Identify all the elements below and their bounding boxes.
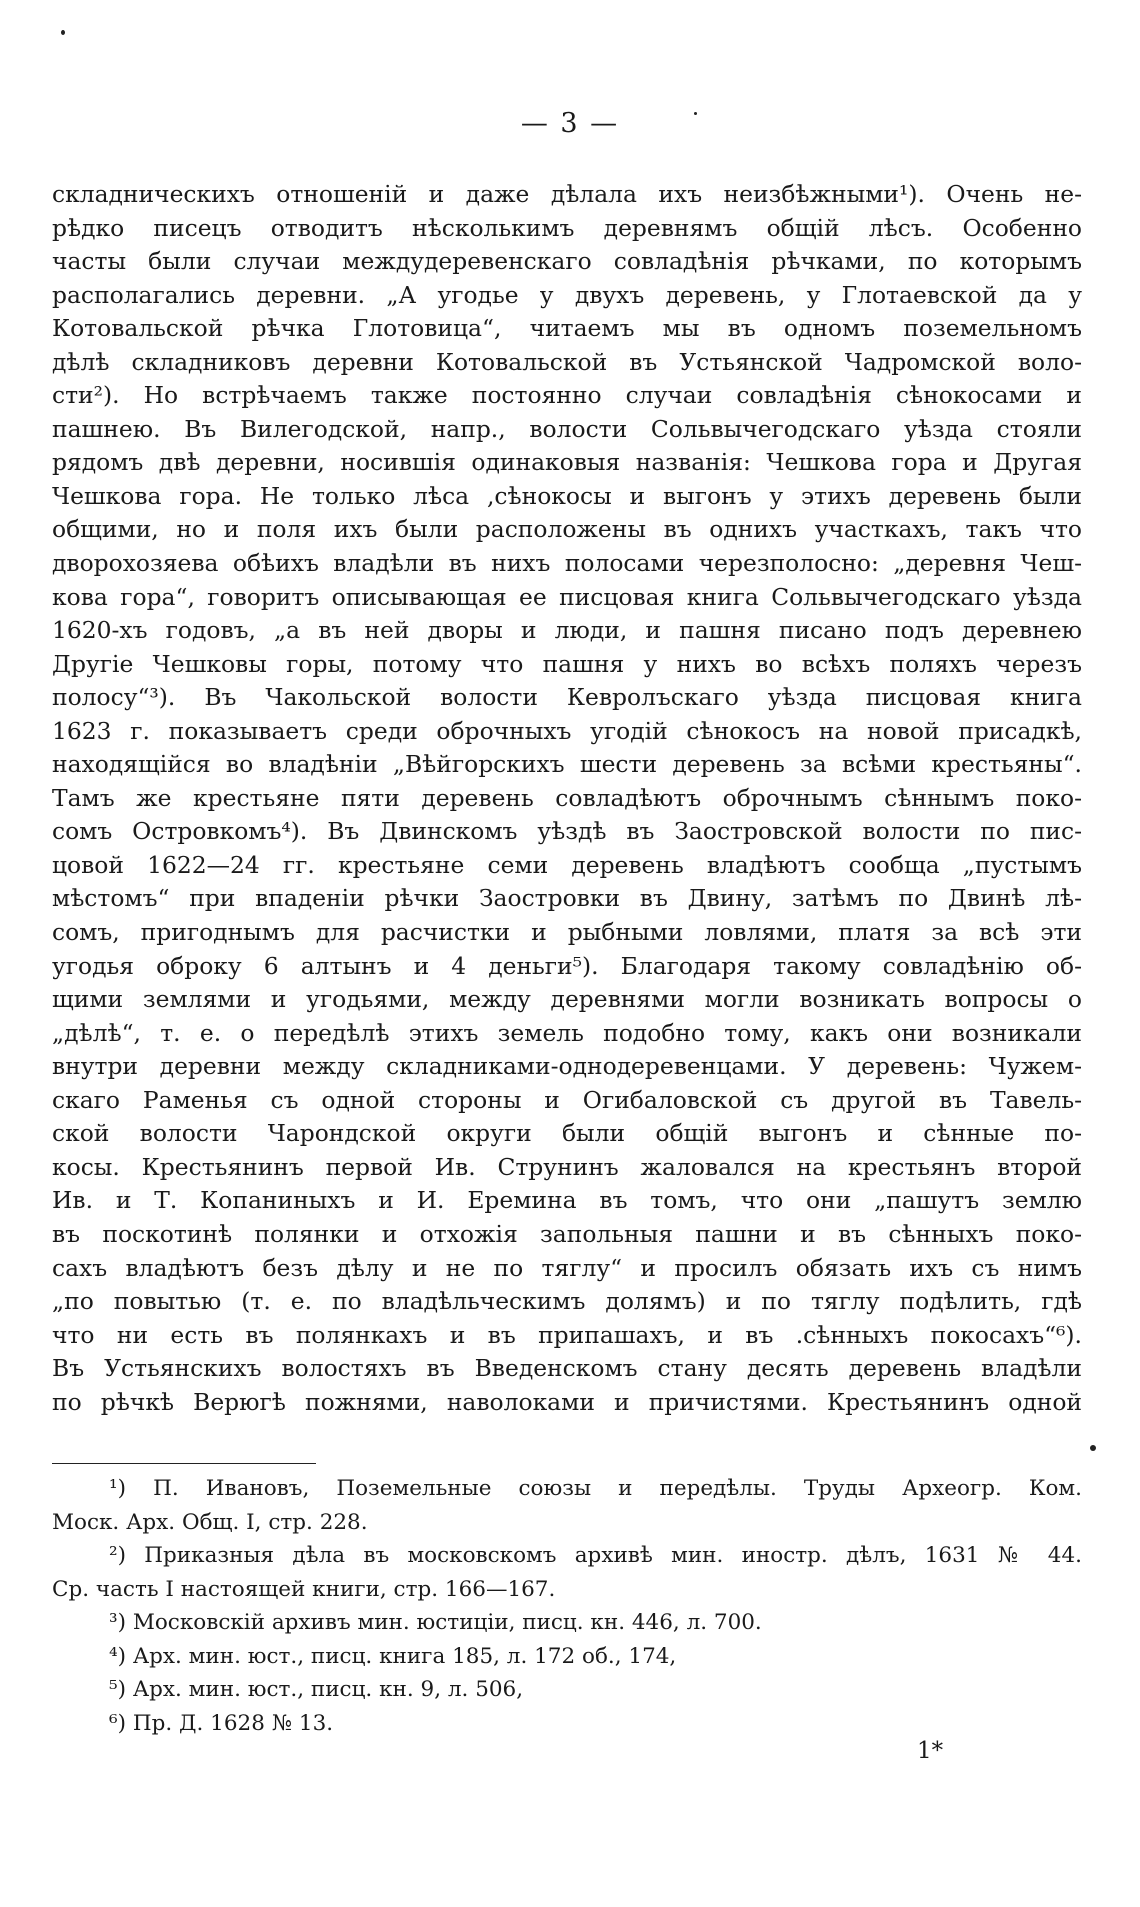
text-line: часты были случаи междудеревенскаго совладѣнiя рѣчками, по которымъ	[52, 247, 1082, 276]
text-line: сомъ, пригоднымъ для расчистки и рыбными ловлями, платя за всѣ эти	[52, 918, 1082, 947]
text-line: мѣстомъ“ при впаденiи рѣчки Заостровки въ Двину, затѣмъ по Двинѣ лѣ-	[52, 884, 1082, 913]
text-line: Чешкова гора. Не только лѣса ,сѣнокосы и выгонъ у этихъ деревень были	[52, 481, 1082, 510]
footnote-line: Ср. часть I настоящей книги, стр. 166—167.	[52, 1576, 556, 1602]
text-line: полосу“³). Въ Чакольской волости Кевролъскаго уѣзда писцовая книга	[52, 683, 1082, 712]
text-line: угодья оброку 6 алтынъ и 4 деньги⁵). Благодаря такому совладѣнiю об-	[52, 951, 1082, 980]
text-line: дворохозяева обѣихъ владѣли въ нихъ полосами черезполосно: „деревня Чеш-	[52, 549, 1082, 578]
text-line: складническихъ отношенiй и даже дѣлала ихъ неизбѣжными¹). Очень не-	[52, 180, 1082, 208]
text-line: „дѣлѣ“, т. е. о передѣлѣ этихъ земель подобно тому, какъ они возникали	[52, 1018, 1082, 1047]
ink-speck	[61, 30, 65, 35]
text-line: общими, но и поля ихъ были расположены въ однихъ участкахъ, такъ что	[52, 515, 1082, 544]
text-line: дѣлѣ складниковъ деревни Котовальской въ Устьянской Чадромской воло-	[52, 347, 1082, 376]
text-line: 1623 г. показываетъ среди оброчныхъ угодiй сѣнокосъ на новой присадкѣ,	[52, 716, 1082, 745]
text-line: сомъ Островкомъ⁴). Въ Двинскомъ уѣздѣ въ Заостровской волости по пис-	[52, 817, 1082, 846]
text-line: сахъ владѣютъ безъ дѣлу и не по тяглу“ и просилъ обязать ихъ съ нимъ	[52, 1253, 1082, 1282]
footnotes	[52, 1472, 1082, 1740]
footnote-line: ⁴) Арх. мин. юст., писц. книга 185, л. 172 об., 174,	[109, 1643, 677, 1669]
text-line: располагались деревни. „А угодье у двухъ деревень, у Глотаевской да у	[52, 280, 1082, 309]
text-line: „по повытью (т. е. по владѣльческимъ долямъ) и по тяглу подѣлить, гдѣ	[52, 1287, 1082, 1316]
text-line: находящiйся во владѣнiи „Вѣйгорскихъ шести деревень за всѣми крестьяны“.	[52, 750, 1082, 779]
text-line: косы. Крестьянинъ первой Ив. Струнинъ жаловался на крестьянъ второй	[52, 1152, 1082, 1181]
footnote-line: ⁵) Арх. мин. юст., писц. кн. 9, л. 506,	[109, 1677, 524, 1702]
text-line: Котовальской рѣчка Глотовица“, читаемъ мы въ одномъ поземельномъ	[52, 314, 1082, 343]
text-line: 1620-хъ годовъ, „а въ ней дворы и люди, и пашня писано подъ деревнею	[52, 616, 1082, 645]
ink-speck	[1090, 1445, 1096, 1451]
footnote-line: Моск. Арх. Общ. I, стр. 228.	[52, 1509, 368, 1535]
signature-mark: 1*	[917, 1738, 944, 1764]
text-line: цовой 1622—24 гг. крестьяне семи деревень владѣютъ сообща „пустымъ	[52, 850, 1082, 879]
footnote-line: ³) Московскiй архивъ мин. юстицiи, писц. кн. 446, л. 700.	[109, 1610, 762, 1635]
footnote-line: ¹) П. Ивановъ, Поземельные союзы и передѣлы. Труды Археогр. Ком.	[109, 1476, 1082, 1501]
text-line: рядомъ двѣ деревни, носившiя одинаковыя названiя: Чешкова гора и Другая	[52, 448, 1082, 477]
text-line: сти²). Но встрѣчаемъ также постоянно случаи совладѣнiя сѣнокосами и	[52, 381, 1082, 410]
text-line: рѣдко писецъ отводитъ нѣсколькимъ деревнямъ общiй лѣсъ. Особенно	[52, 213, 1082, 242]
text-line: въ поскотинѣ полянки и отхожiя запольныя пашни и въ сѣнныхъ поко-	[52, 1219, 1082, 1248]
main-text	[52, 178, 1082, 1419]
ink-speck	[694, 112, 697, 115]
text-line: скаго Раменья съ одной стороны и Огибаловской съ другой въ Тавель-	[52, 1085, 1082, 1114]
text-line: ской волости Чарондской округи были общiй выгонъ и сѣнные по-	[52, 1119, 1082, 1148]
footnote-divider	[52, 1463, 316, 1464]
text-line: щими землями и угодьями, между деревнями могли возникать вопросы о	[52, 985, 1082, 1014]
text-line: по рѣчкѣ Верюгѣ пожнями, наволоками и причистями. Крестьянинъ одной	[52, 1387, 1082, 1416]
text-line: кова гора“, говоритъ описывающая ее писцовая книга Сольвычегодскаго уѣзда	[52, 582, 1082, 611]
text-line: внутри деревни между складниками-однодеревенцами. У деревень: Чужем-	[52, 1052, 1082, 1081]
text-line: что ни есть въ полянкахъ и въ припашахъ, и въ .сѣнныхъ покосахъ“⁶).	[52, 1320, 1082, 1349]
text-line: Ив. и Т. Копаниныхъ и И. Еремина въ томъ, что они „пашутъ землю	[52, 1186, 1082, 1215]
footnote-line: ²) Приказныя дѣла въ московскомъ архивѣ мин. иностр. дѣлъ, 1631 № 44.	[109, 1543, 1082, 1568]
footnote-line: ⁶) Пр. Д. 1628 № 13.	[109, 1710, 334, 1736]
text-line: Тамъ же крестьяне пяти деревень совладѣютъ оброчнымъ сѣннымъ поко-	[52, 783, 1082, 812]
text-line: Въ Устьянскихъ волостяхъ въ Введенскомъ стану десять деревень владѣли	[52, 1354, 1082, 1383]
text-line: Другiе Чешковы горы, потому что пашня у нихъ во всѣхъ поляхъ черезъ	[52, 649, 1082, 678]
text-line: пашнею. Въ Вилегодской, напр., волости Сольвычегодскаго уѣзда стояли	[52, 414, 1082, 443]
page-number: — 3 —	[520, 108, 620, 139]
